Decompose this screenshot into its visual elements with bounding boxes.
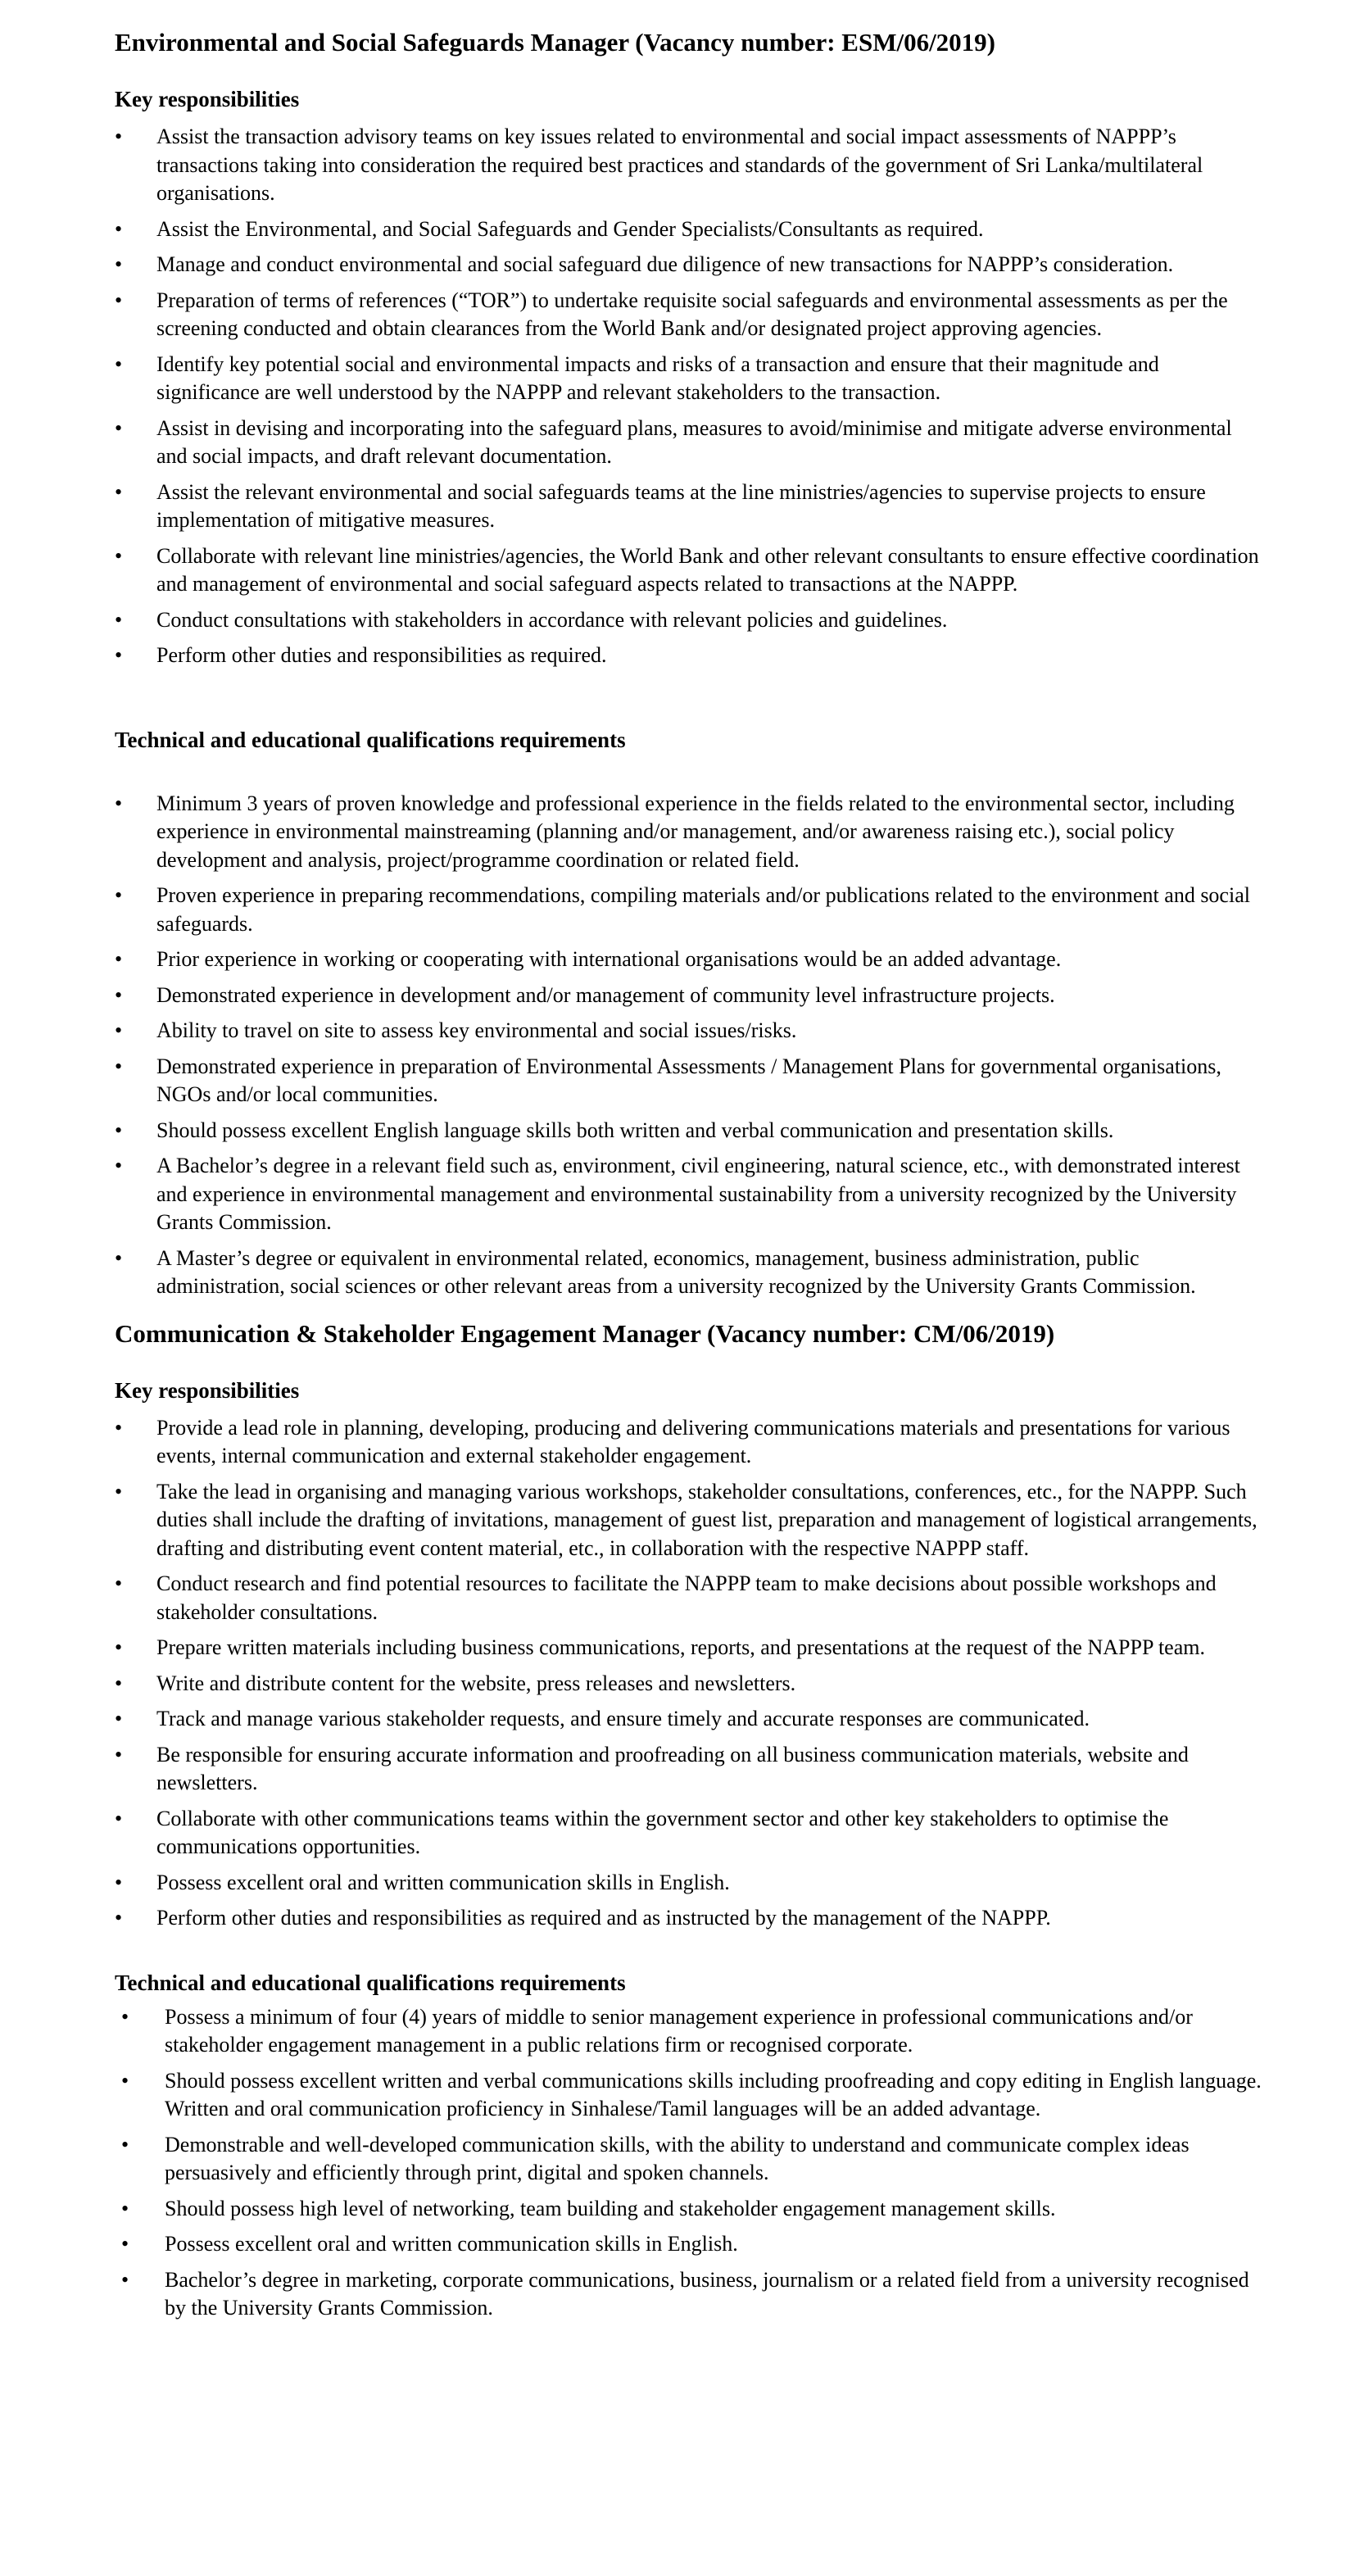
- list-item: • Write and distribute content for the website, press releases and newsletters.: [115, 1670, 1262, 1698]
- list-item: • Assist the transaction advisory teams on key issues related to environmental and social impact assessments of NAPPP’s transactions taking into consideration the required best practices and standards of the government of Sri Lanka/multilateral organisations.: [115, 123, 1262, 208]
- list-item: • Manage and conduct environmental and social safeguard due diligence of new transactions for NAPPP’s consideration.: [115, 251, 1262, 279]
- list-item: • Conduct consultations with stakeholders in accordance with relevant policies and guidelines.: [115, 606, 1262, 635]
- qualifications-heading: Technical and educational qualifications requirements: [115, 1970, 626, 1995]
- list-item: • Preparation of terms of references (“TOR”) to undertake requisite social safeguards and environmental assessments as per the screening conducted and obtain clearances from the World Bank and/or designated project approving agencies.: [115, 287, 1262, 343]
- list-item: • Possess a minimum of four (4) years of middle to senior management experience in professional communications and/or stakeholder engagement management in a public relations firm or recognised corporate.: [115, 2003, 1262, 2060]
- qualifications-heading: Technical and educational qualifications requirements: [115, 727, 626, 752]
- job-title: Communication & Stakeholder Engagement Manager (Vacancy number: CM/06/2019): [115, 1318, 1055, 1348]
- list-item: • Provide a lead role in planning, developing, producing and delivering communications materials and presentations for various events, internal communication and external stakeholder engagement.: [115, 1414, 1262, 1471]
- responsibilities-heading: Key responsibilities: [115, 1377, 300, 1403]
- list-item: • Demonstrated experience in preparation of Environmental Assessments / Management Plans for governmental organisations, NGOs and/or local communities.: [115, 1053, 1262, 1109]
- list-item: • Should possess high level of networking, team building and stakeholder engagement management skills.: [115, 2195, 1262, 2224]
- list-item: • Demonstrable and well-developed communication skills, with the ability to understand and communicate complex ideas persuasively and efficiently through print, digital and spoken channels.: [115, 2131, 1262, 2188]
- responsibilities-list: [115, 123, 1262, 670]
- list-item: • Track and manage various stakeholder requests, and ensure timely and accurate responses are communicated.: [115, 1705, 1262, 1734]
- list-item: • Assist in devising and incorporating into the safeguard plans, measures to avoid/minimise and mitigate adverse environmental and social impacts, and draft relevant documentation.: [115, 415, 1262, 471]
- list-item: • Assist the Environmental, and Social Safeguards and Gender Specialists/Consultants as required.: [115, 215, 1262, 244]
- list-item: • Possess excellent oral and written communication skills in English.: [115, 1869, 1262, 1898]
- qualifications-list: [115, 2003, 1262, 2323]
- list-item: • Minimum 3 years of proven knowledge and professional experience in the fields related to the environmental sector, including experience in environmental mainstreaming (planning and/or management, and/or awareness raising etc.), social policy development and analysis, project/programme coordination or related field.: [115, 790, 1262, 875]
- job-title: Environmental and Social Safeguards Manager (Vacancy number: ESM/06/2019): [115, 28, 996, 57]
- list-item: • Should possess excellent English language skills both written and verbal communication and presentation skills.: [115, 1117, 1262, 1145]
- qualifications-list: [115, 790, 1262, 1301]
- vacancy-section-cm: [115, 1317, 1262, 2323]
- list-item: • Demonstrated experience in development and/or management of community level infrastructure projects.: [115, 982, 1262, 1010]
- list-item: • Be responsible for ensuring accurate information and proofreading on all business communication materials, website and newsletters.: [115, 1741, 1262, 1798]
- document-page: [115, 26, 1262, 2330]
- list-item: • Should possess excellent written and verbal communications skills including proofreading and copy editing in English language. Written and oral communication proficiency in Sinhalese/Tamil languages will be an added advantage.: [115, 2067, 1262, 2124]
- list-item: • Perform other duties and responsibilities as required.: [115, 642, 1262, 670]
- list-item: • Ability to travel on site to assess key environmental and social issues/risks.: [115, 1017, 1262, 1045]
- list-item: • Collaborate with relevant line ministries/agencies, the World Bank and other relevant consultants to ensure effective coordination and management of environmental and social safeguard aspects related to transactions at the NAPPP.: [115, 542, 1262, 599]
- list-item: • Identify key potential social and environmental impacts and risks of a transaction and ensure that their magnitude and significance are well understood by the NAPPP and relevant stakeholders to the transaction.: [115, 351, 1262, 407]
- list-item: • Assist the relevant environmental and social safeguards teams at the line ministries/agencies to supervise projects to ensure implementation of mitigative measures.: [115, 478, 1262, 535]
- list-item: • Prior experience in working or cooperating with international organisations would be an added advantage.: [115, 946, 1262, 974]
- responsibilities-heading: Key responsibilities: [115, 87, 300, 111]
- list-item: • Proven experience in preparing recommendations, compiling materials and/or publications related to the environment and social safeguards.: [115, 882, 1262, 938]
- list-item: • Prepare written materials including business communications, reports, and presentations at the request of the NAPPP team.: [115, 1634, 1262, 1662]
- list-item: • Conduct research and find potential resources to facilitate the NAPPP team to make decisions about possible workshops and stakeholder consultations.: [115, 1570, 1262, 1626]
- list-item: • Possess excellent oral and written communication skills in English.: [115, 2230, 1262, 2259]
- list-item: • A Master’s degree or equivalent in environmental related, economics, management, business administration, public administration, social sciences or other relevant areas from a university recognized by the University Grants Commission.: [115, 1245, 1262, 1301]
- responsibilities-list: [115, 1414, 1262, 1933]
- list-item: • A Bachelor’s degree in a relevant field such as, environment, civil engineering, natural science, etc., with demonstrated interest and experience in environmental management and environmental sustainability from a university recognized by the University Grants Commission.: [115, 1152, 1262, 1237]
- list-item: • Take the lead in organising and managing various workshops, stakeholder consultations, conferences, etc., for the NAPPP. Such duties shall include the drafting of invitations, management of guest list, preparation and management of logistical arrangements, drafting and distributing event content material, etc., in collaboration with the respective NAPPP staff.: [115, 1478, 1262, 1563]
- vacancy-section-esm: [115, 26, 1262, 1301]
- list-item: • Collaborate with other communications teams within the government sector and other key stakeholders to optimise the communications opportunities.: [115, 1805, 1262, 1862]
- list-item: • Bachelor’s degree in marketing, corporate communications, business, journalism or a related field from a university recognised by the University Grants Commission.: [115, 2266, 1262, 2323]
- list-item: • Perform other duties and responsibilities as required and as instructed by the management of the NAPPP.: [115, 1904, 1262, 1933]
